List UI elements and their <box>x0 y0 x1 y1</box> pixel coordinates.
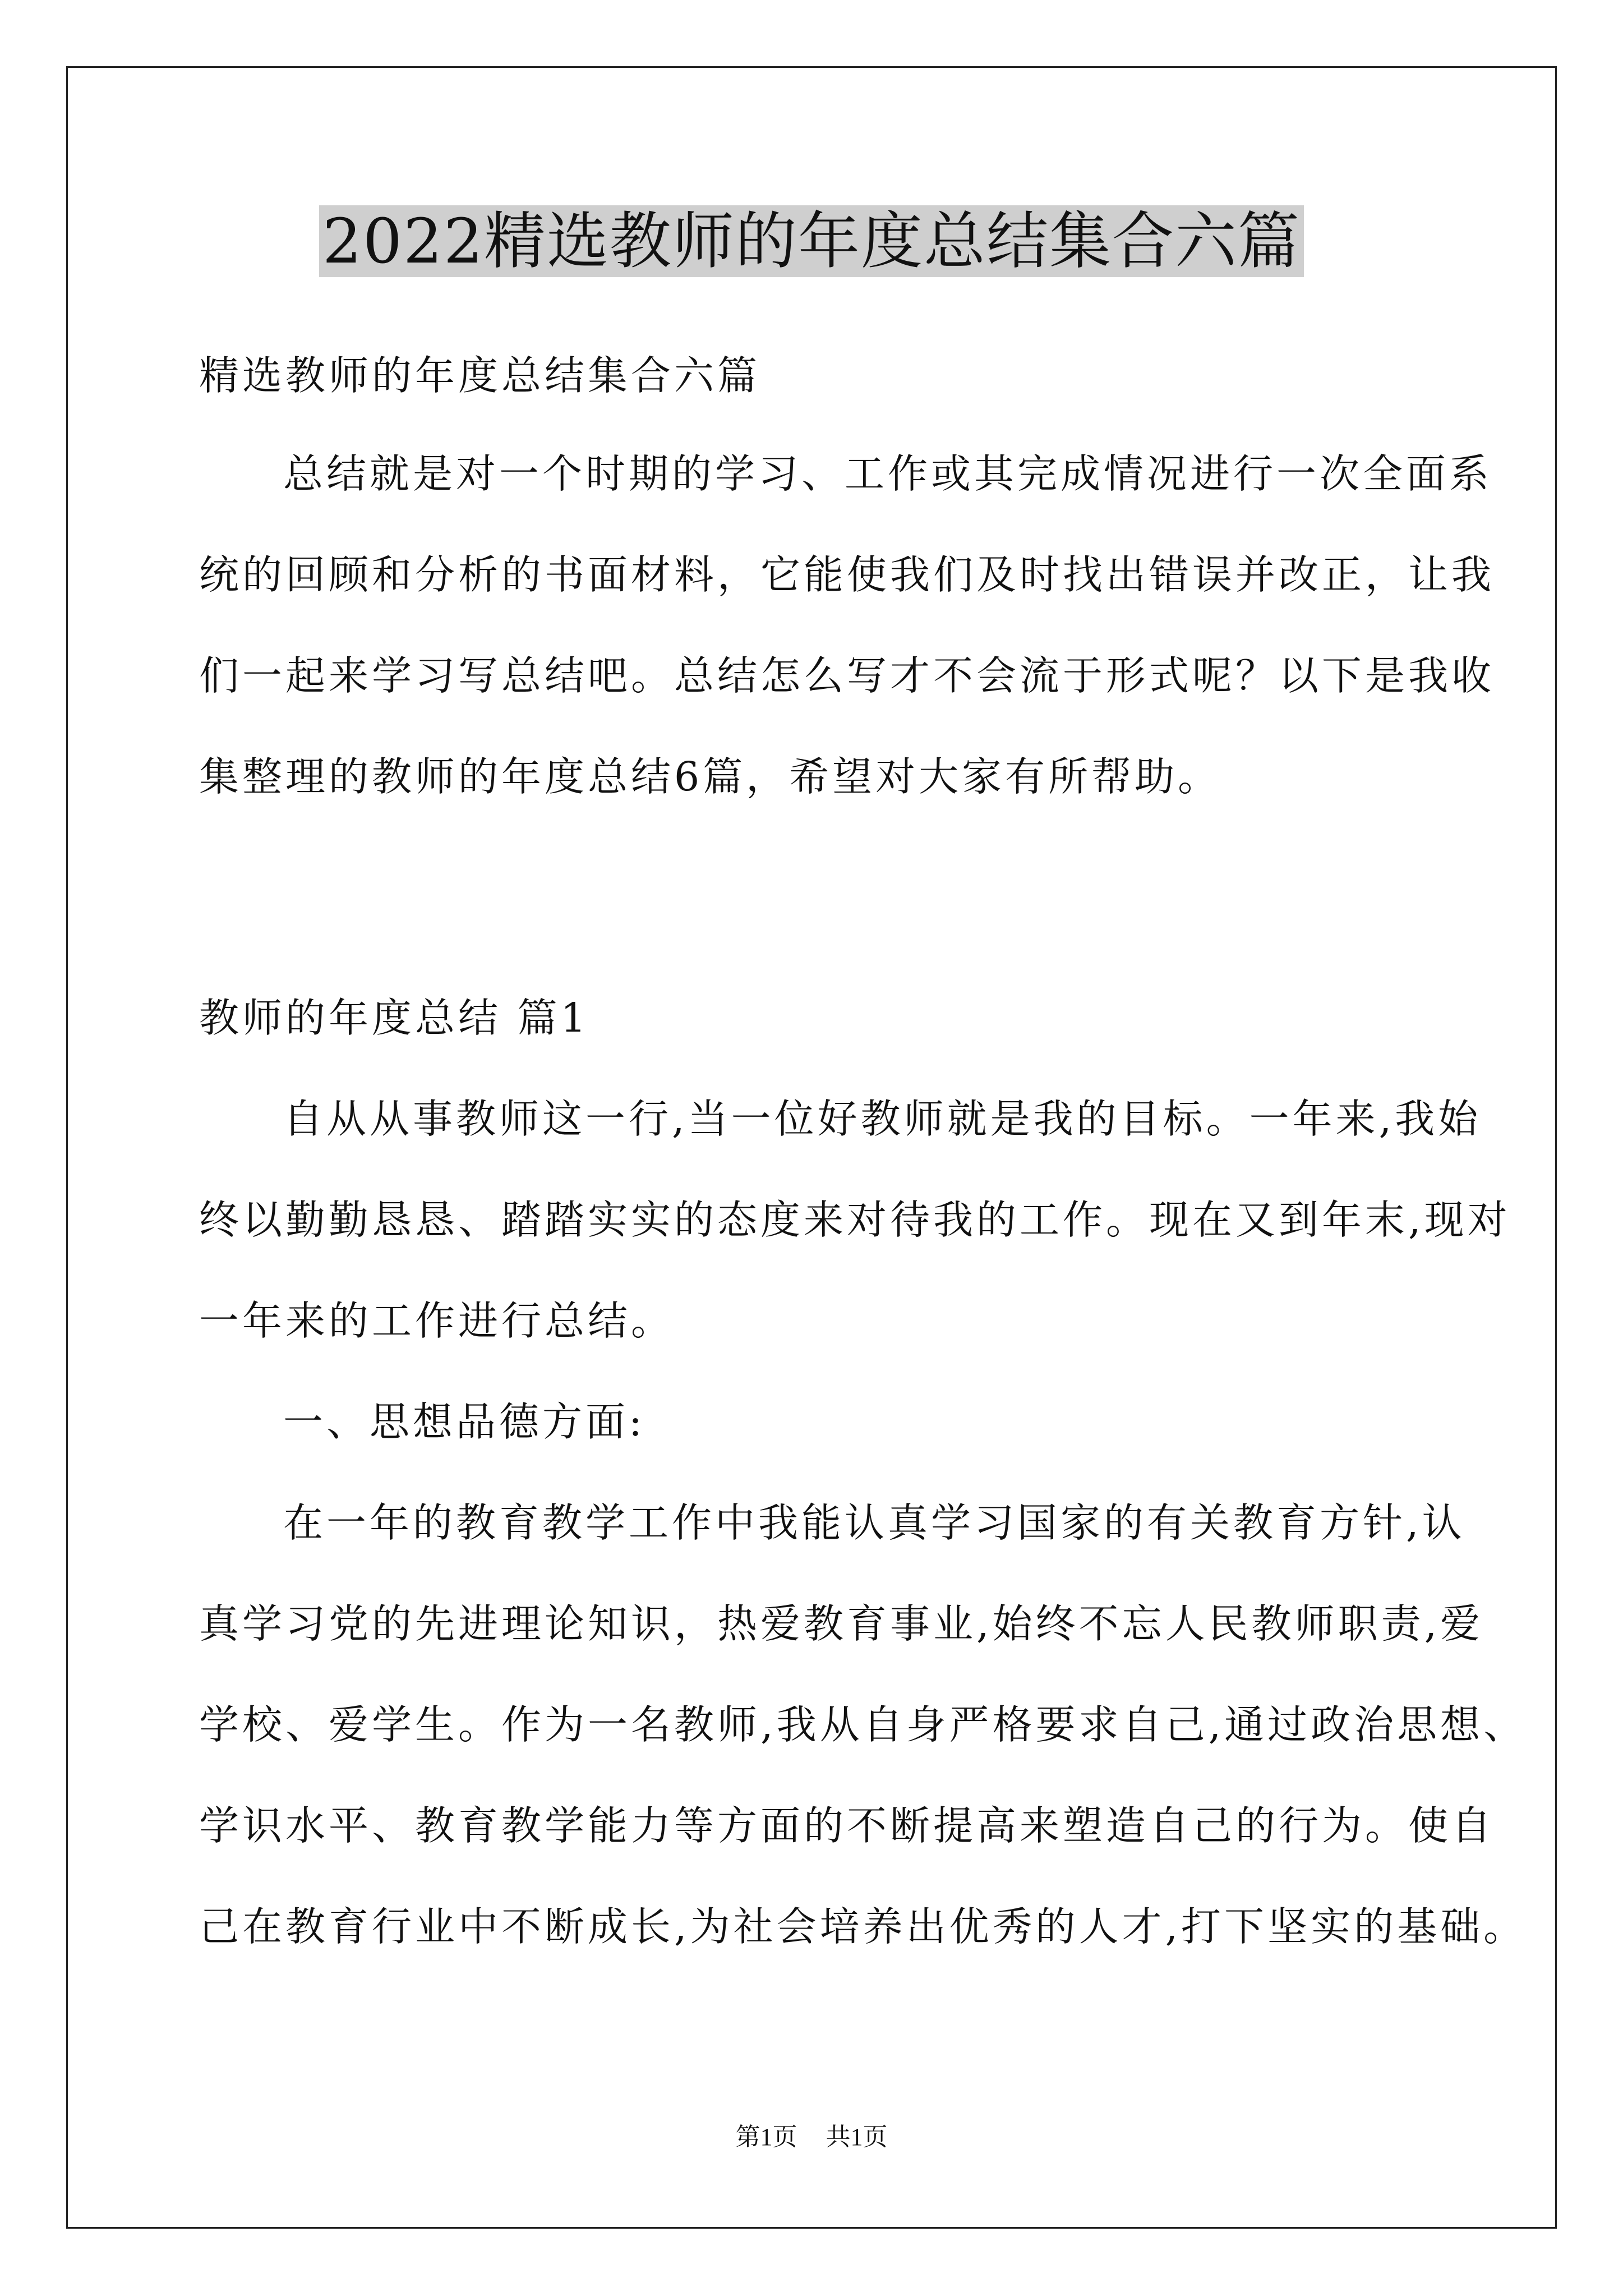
page-total: 共1页 <box>826 2123 888 2151</box>
document-title <box>0 199 1623 283</box>
paragraph-line: 一年来的工作进行总结。 <box>199 1297 675 1344</box>
paragraph-line: 集整理的教师的年度总结6篇，希望对大家有所帮助。 <box>199 753 1221 800</box>
paragraph-line: 学识水平、教育教学能力等方面的不断提高来塑造自己的行为。使自 <box>199 1802 1495 1849</box>
paragraph-line: 在一年的教育教学工作中我能认真学习国家的有关教育方针,认 <box>283 1499 1465 1546</box>
subheading-line: 一、思想品德方面: <box>283 1398 645 1445</box>
paragraph-line: 己在教育行业中不断成长,为社会培养出优秀的人才,打下坚实的基础。 <box>199 1903 1527 1950</box>
paragraph-line: 自从从事教师这一行,当一位好教师就是我的目标。一年来,我始 <box>283 1096 1482 1142</box>
section-heading: 教师的年度总结 篇1 <box>199 995 589 1041</box>
paragraph-line: 终以勤勤恳恳、踏踏实实的态度来对待我的工作。现在又到年末,现对 <box>199 1197 1511 1243</box>
page-footer <box>0 2120 1623 2154</box>
paragraph-line: 学校、爱学生。作为一名教师,我从自身严格要求自己,通过政治思想、 <box>199 1701 1527 1748</box>
document-title-text: 2022精选教师的年度总结集合六篇 <box>319 205 1304 277</box>
page-number: 第1页 <box>735 2123 797 2151</box>
paragraph-line: 真学习党的先进理论知识，热爱教育事业,始终不忘人民教师职责,爱 <box>199 1600 1484 1647</box>
paragraph-line: 们一起来学习写总结吧。总结怎么写才不会流于形式呢？以下是我收 <box>199 652 1495 699</box>
paragraph-line: 统的回顾和分析的书面材料，它能使我们及时找出错误并改正，让我 <box>199 551 1495 598</box>
subtitle-line: 精选教师的年度总结集合六篇 <box>199 352 761 399</box>
paragraph-line: 总结就是对一个时期的学习、工作或其完成情况进行一次全面系 <box>283 450 1493 497</box>
